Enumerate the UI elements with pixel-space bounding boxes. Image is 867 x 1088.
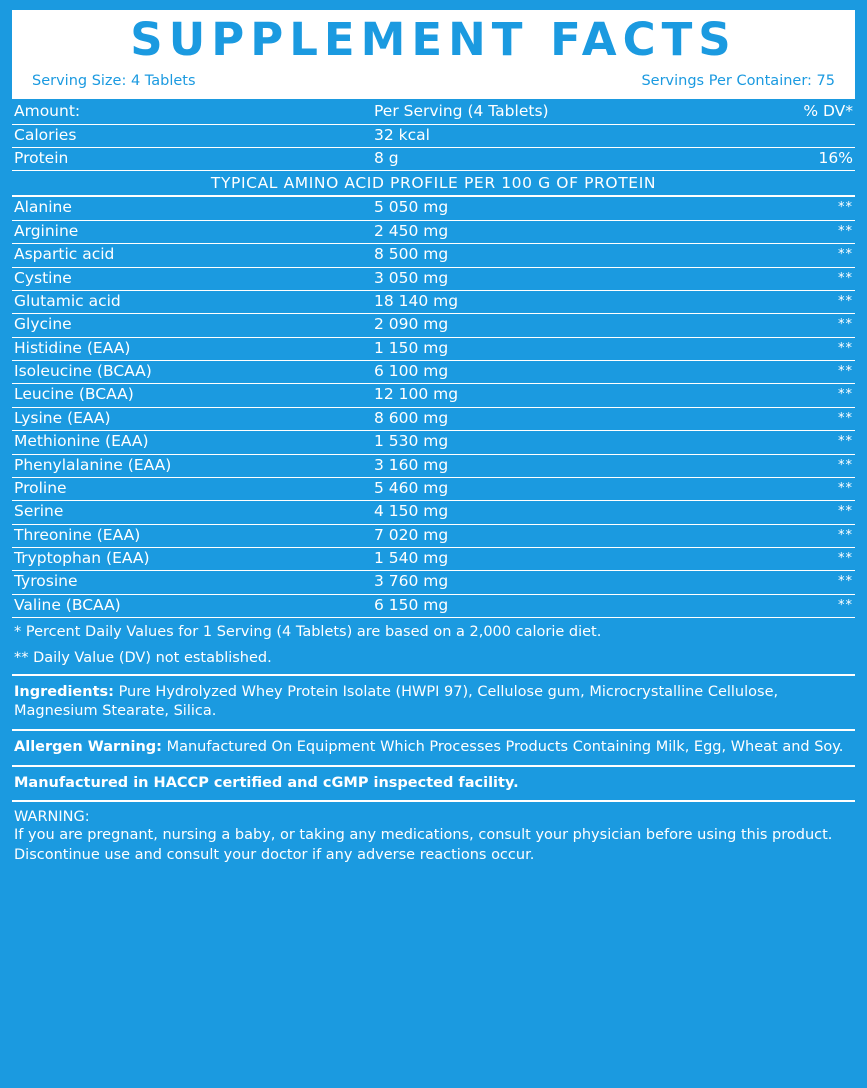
row-dv: ** bbox=[838, 574, 853, 590]
row-amount: 1 150 mg bbox=[374, 338, 449, 357]
row-dv: ** bbox=[838, 434, 853, 450]
table-row bbox=[12, 501, 855, 524]
table-row bbox=[12, 408, 855, 431]
row-amount: 3 760 mg bbox=[374, 572, 449, 591]
row-dv: ** bbox=[838, 200, 853, 216]
footnote-not-established: ** Daily Value (DV) not established. bbox=[12, 644, 855, 676]
row-dv: ** bbox=[838, 457, 853, 473]
ingredients-label: Ingredients: bbox=[14, 683, 114, 700]
row-dv: ** bbox=[838, 247, 853, 263]
row-label: Tryptophan (EAA) bbox=[14, 549, 150, 567]
row-dv: ** bbox=[838, 504, 853, 520]
row-amount: 8 g bbox=[374, 149, 399, 167]
table-row bbox=[12, 314, 855, 337]
table-row bbox=[12, 221, 855, 244]
row-dv: ** bbox=[838, 551, 853, 566]
row-label: Arginine bbox=[14, 221, 79, 240]
row-label: Threonine (EAA) bbox=[14, 525, 141, 544]
servings-per-container: Servings Per Container: 75 bbox=[641, 73, 835, 90]
row-label: Proline bbox=[14, 478, 67, 497]
table-header-row bbox=[12, 101, 855, 124]
allergen-block bbox=[12, 731, 855, 767]
row-label: Tyrosine bbox=[14, 572, 78, 591]
manufacturing-text: Manufactured in HACCP certified and cGMP inspected facility. bbox=[14, 774, 519, 791]
row-dv: ** bbox=[838, 340, 853, 356]
row-amount: 2 090 mg bbox=[374, 315, 449, 334]
row-amount: 2 450 mg bbox=[374, 221, 449, 240]
facts-table bbox=[12, 101, 855, 618]
row-amount: 5 460 mg bbox=[374, 478, 449, 497]
table-row bbox=[12, 595, 855, 618]
row-label: Isoleucine (BCAA) bbox=[14, 362, 152, 380]
allergen-text: Manufactured On Equipment Which Processes Products Containing Milk, Egg, Wheat and Soy. bbox=[166, 738, 844, 755]
table-row bbox=[12, 478, 855, 501]
warning-title: WARNING: bbox=[14, 809, 90, 826]
table-row bbox=[12, 361, 855, 384]
column-header-per-serving: Per Serving (4 Tablets) bbox=[374, 102, 549, 121]
table-row bbox=[12, 197, 855, 220]
row-dv: ** bbox=[838, 364, 853, 379]
row-amount: 8 500 mg bbox=[374, 245, 449, 264]
row-label: Glutamic acid bbox=[14, 291, 121, 310]
row-dv: ** bbox=[838, 387, 853, 403]
row-amount: 3 050 mg bbox=[374, 268, 449, 287]
row-label: Glycine bbox=[14, 315, 72, 334]
table-row bbox=[12, 455, 855, 478]
row-label: Cystine bbox=[14, 268, 72, 287]
row-amount: 18 140 mg bbox=[374, 291, 459, 310]
column-header-amount: Amount: bbox=[14, 102, 81, 121]
row-dv: ** bbox=[838, 480, 853, 496]
row-label: Leucine (BCAA) bbox=[14, 385, 134, 404]
row-dv: ** bbox=[838, 410, 853, 426]
row-dv: ** bbox=[838, 597, 853, 613]
serving-size: Serving Size: 4 Tablets bbox=[32, 73, 196, 90]
row-amount: 1 540 mg bbox=[374, 549, 449, 567]
table-row bbox=[12, 431, 855, 454]
footnote-daily-value: * Percent Daily Values for 1 Serving (4 Tablets) are based on a 2,000 calorie diet. bbox=[14, 624, 602, 641]
row-dv: ** bbox=[838, 223, 853, 239]
table-row bbox=[12, 291, 855, 314]
warning-text: If you are pregnant, nursing a baby, or taking any medications, consult your physician before using this product. Discontinue use and consult your doctor if any adverse reactions occur. bbox=[14, 827, 833, 863]
row-amount: 1 530 mg bbox=[374, 432, 449, 451]
row-label: Alanine bbox=[14, 198, 72, 217]
row-label: Phenylalanine (EAA) bbox=[14, 455, 172, 474]
ingredients-block bbox=[12, 676, 855, 731]
row-dv: ** bbox=[838, 270, 853, 286]
table-row bbox=[12, 148, 855, 171]
row-amount: 8 600 mg bbox=[374, 408, 449, 427]
row-dv: ** bbox=[838, 317, 853, 333]
row-label: Serine bbox=[14, 502, 64, 521]
manufacturing-block bbox=[12, 767, 855, 803]
row-label: Protein bbox=[14, 149, 69, 167]
table-row bbox=[12, 571, 855, 594]
row-amount: 5 050 mg bbox=[374, 198, 449, 217]
allergen-label: Allergen Warning: bbox=[14, 738, 162, 755]
table-row bbox=[12, 548, 855, 571]
row-dv: ** bbox=[838, 527, 853, 543]
amino-section-title: TYPICAL AMINO ACID PROFILE PER 100 G OF PROTEIN bbox=[12, 171, 855, 197]
row-dv: 16% bbox=[818, 149, 853, 167]
row-label: Aspartic acid bbox=[14, 245, 115, 264]
table-row bbox=[12, 244, 855, 267]
row-label: Lysine (EAA) bbox=[14, 408, 111, 427]
row-label: Valine (BCAA) bbox=[14, 595, 121, 614]
serving-info bbox=[28, 73, 839, 89]
row-amount: 12 100 mg bbox=[374, 385, 459, 404]
header-box bbox=[12, 10, 855, 99]
row-amount: 6 100 mg bbox=[374, 362, 449, 380]
row-label: Calories bbox=[14, 125, 77, 144]
row-amount: 3 160 mg bbox=[374, 455, 449, 474]
table-row bbox=[12, 125, 855, 148]
row-label: Methionine (EAA) bbox=[14, 432, 149, 451]
page-title: SUPPLEMENT FACTS bbox=[130, 13, 737, 66]
table-row bbox=[12, 384, 855, 407]
row-dv: ** bbox=[838, 293, 853, 309]
row-amount: 7 020 mg bbox=[374, 525, 449, 544]
table-row bbox=[12, 525, 855, 548]
column-header-dv: % DV* bbox=[803, 102, 853, 121]
table-row bbox=[12, 268, 855, 291]
row-amount: 6 150 mg bbox=[374, 595, 449, 614]
row-label: Histidine (EAA) bbox=[14, 338, 131, 357]
table-row bbox=[12, 338, 855, 361]
row-amount: 32 kcal bbox=[374, 125, 430, 144]
row-amount: 4 150 mg bbox=[374, 502, 449, 521]
ingredients-text: Pure Hydrolyzed Whey Protein Isolate (HWPI 97), Cellulose gum, Microcrystalline Cellulose, Magnesium Stearate, Silica. bbox=[14, 683, 779, 720]
